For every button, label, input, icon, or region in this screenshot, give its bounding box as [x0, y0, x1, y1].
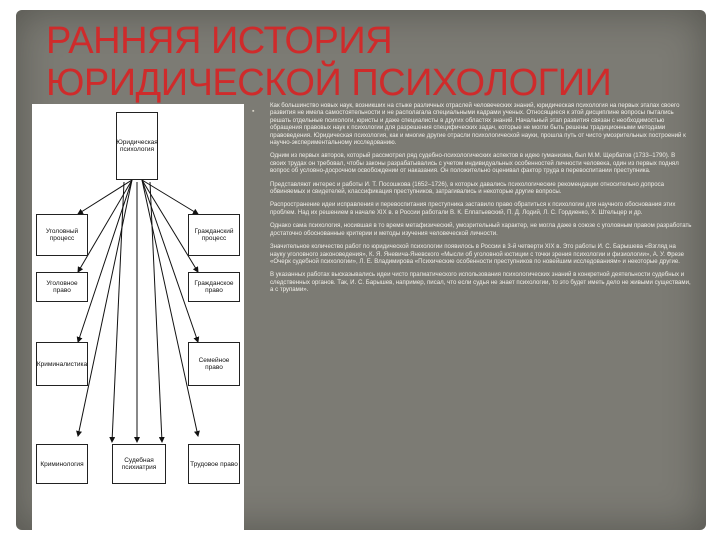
diagram [32, 104, 244, 530]
paragraph: В указанных работах высказывались идеи чисто прагматического использования психологических знаний в конкретной деятельности судебных и следственных органов. Так, И. С. Барышев, например, писал, что если судья не знает психологии, то это будет иметь дело не живыми существами, а с трупами». [270, 271, 691, 294]
diagram-node-right: Гражданский процесс [188, 214, 240, 256]
bullet-icon: ▪ [252, 108, 255, 115]
diagram-center-node: Юридическая психология [116, 112, 158, 180]
body-text [270, 102, 692, 300]
diagram-node-right: Семейное право [188, 342, 240, 386]
diagram-node-left: Криминалистика [36, 342, 88, 386]
diagram-node-left: Уголовное право [36, 272, 88, 302]
diagram-node-left: Криминология [36, 444, 88, 484]
diagram-node-left: Уголовный процесс [36, 214, 88, 256]
page-title [46, 20, 686, 104]
paragraph: Представляют интерес и работы И. Т. Посошкова (1652–1726), в которых давались психологические рекомендации относительно допроса обвиняемых и свидетелей, классификация преступников, затрагивались и некоторые другие вопросы. [270, 180, 665, 196]
diagram-node-right: Трудовое право [188, 444, 240, 484]
paragraph: Значительное количество работ по юридической психологии появилось в России в 3-й четверти XIX в. Это работы И. С. Барышева «Взгляд на науку уголовного законоведения», К. Я. Яневича-Яневского «Мысли об уголовной юстиции с точки зрения психологии и физиологии», А. У. Фрезе «Очерк судебной психологии», Л. Е. Владимирова «Психические особенности преступников по новейшим исследованиям» и некоторые другие. [270, 243, 685, 265]
diagram-node-right: Гражданское право [188, 272, 240, 302]
title-line-1: РАННЯЯ ИСТОРИЯ [46, 20, 393, 62]
paragraph: Однако сама психология, носившая в то время метафизический, умозрительный характер, не могла даже в союзе с уголовным правом разработать достаточно обоснованные критерии и методы изучения человеческой личности. [270, 222, 692, 237]
paragraph: Как большинство новых наук, возникших на стыке различных отраслей человеческих знаний, юридическая психология на первых этапах своего развития не имела самостоятельности и не располагала специальными кадрами ученых. Относящиеся к этой дисциплине вопросы пытались решать отдельные психологи, юристы и даже специалисты в других областях знаний. Начальный этап развития связан с необходимостью обращения правовых наук к психологии для разрешения специфических задач, которые не могли быть решены традиционными методами правоведения. Юридическая психология, как и многие другие отрасли психологической науки, прошла путь от чисто умозрительных построений к научно-экспериментальному исследованию. [270, 102, 686, 147]
paragraph: Одним из первых авторов, который рассмотрел ряд судебно-психологических аспектов в идею гуманизма, был М.М. Щербатов (1733–1790). В своих трудах он требовал, чтобы законы разрабатывались с учетом индивидуальных особенностей личности человека, один из первых поднял вопрос об условно-досрочном освобождении от наказания. Он положительно оценивал фактор труда в перевоспитании преступника. [270, 152, 679, 175]
title-line-2: ЮРИДИЧЕСКОЙ ПСИХОЛОГИИ [46, 62, 612, 104]
diagram-node-bottom: Судебная психиатрия [112, 444, 166, 484]
paragraph: Распространение идеи исправления и перевоспитания преступника заставило право обратиться к психологии для научного обоснования этих проблем. Над их решением в начале XIX в. в России работали В. К. Елпатьевский, П. Д. Лодий, Л. С. Гордиенко, Х. Штельцер и др. [270, 201, 676, 216]
